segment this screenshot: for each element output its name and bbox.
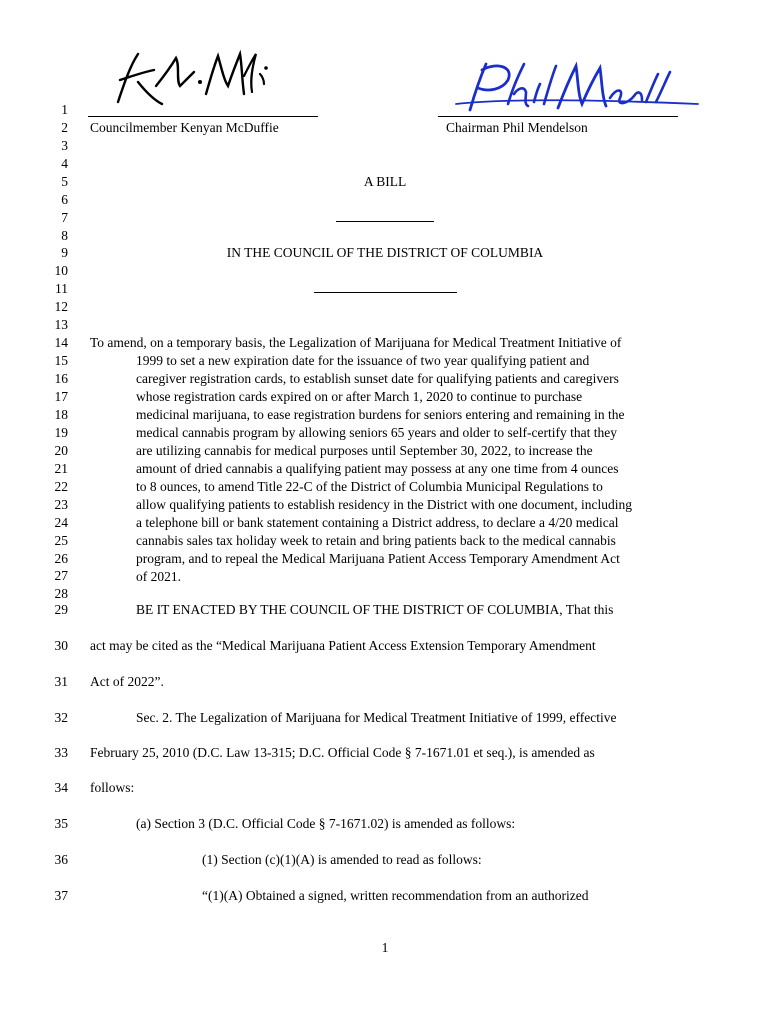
line-number: 8 bbox=[61, 228, 68, 243]
line-number: 11 bbox=[55, 281, 68, 296]
mcduffie-label: Councilmember Kenyan McDuffie bbox=[90, 120, 279, 135]
page-number: 1 bbox=[381, 940, 389, 955]
line-number: 4 bbox=[61, 156, 68, 171]
body-line: act may be cited as the “Medical Marijuana Patient Access Extension Temporary Amendment bbox=[90, 638, 596, 653]
line-number: 27 bbox=[54, 568, 68, 583]
line-number: 29 bbox=[54, 602, 68, 617]
body-line: Act of 2022”. bbox=[90, 674, 164, 689]
body-line: Sec. 2. The Legalization of Marijuana for Medical Treatment Initiative of 1999, effective bbox=[136, 710, 617, 725]
line-number: 24 bbox=[54, 515, 68, 530]
line-number: 1 bbox=[61, 102, 68, 117]
council-heading: IN THE COUNCIL OF THE DISTRICT OF COLUMBIA bbox=[226, 245, 544, 260]
mcduffie-signature-line bbox=[88, 116, 318, 117]
line-number: 22 bbox=[54, 479, 68, 494]
purpose-line: cannabis sales tax holiday week to retain and bring patients back to the medical cannabis bbox=[136, 533, 616, 548]
line-number: 2 bbox=[61, 120, 68, 135]
line-number: 7 bbox=[61, 210, 68, 225]
bill-title: A BILL bbox=[363, 174, 407, 189]
mendelson-signature bbox=[452, 58, 702, 118]
purpose-line: 1999 to set a new expiration date for the issuance of two year qualifying patient and bbox=[136, 353, 590, 368]
purpose-line: To amend, on a temporary basis, the Legalization of Marijuana for Medical Treatment Initiative of bbox=[90, 335, 622, 350]
line-number: 25 bbox=[54, 533, 68, 548]
line-number: 31 bbox=[54, 674, 68, 689]
mendelson-signature-line bbox=[438, 116, 678, 117]
line-number: 37 bbox=[54, 888, 68, 903]
body-line: (a) Section 3 (D.C. Official Code § 7-1671.02) is amended as follows: bbox=[136, 816, 516, 831]
purpose-line: of 2021. bbox=[136, 569, 181, 584]
mcduffie-signature bbox=[110, 46, 275, 112]
line-number: 10 bbox=[54, 263, 68, 278]
purpose-line: amount of dried cannabis a qualifying patient may possess at any one time from 4 ounces bbox=[136, 461, 619, 476]
line-number: 16 bbox=[54, 371, 68, 386]
line-number: 13 bbox=[54, 317, 68, 332]
purpose-line: program, and to repeal the Medical Marijuana Patient Access Temporary Amendment Act bbox=[136, 551, 620, 566]
purpose-line: allow qualifying patients to establish residency in the District with one document, including bbox=[136, 497, 633, 512]
purpose-line: medical cannabis program by allowing seniors 65 years and older to self-certify that they bbox=[136, 425, 617, 440]
line-number: 6 bbox=[61, 192, 68, 207]
mcduffie-signature-drawing bbox=[110, 46, 275, 112]
line-number: 20 bbox=[54, 443, 68, 458]
bill-number-blank bbox=[336, 221, 434, 222]
mendelson-signature-drawing bbox=[452, 58, 702, 118]
body-line: follows: bbox=[90, 780, 135, 795]
date-blank bbox=[314, 292, 457, 293]
line-number: 32 bbox=[54, 710, 68, 725]
line-number: 3 bbox=[61, 138, 68, 153]
line-number: 9 bbox=[61, 245, 68, 260]
purpose-line: medicinal marijuana, to ease registration burdens for seniors entering and remaining in the bbox=[136, 407, 625, 422]
line-number: 23 bbox=[54, 497, 68, 512]
line-number: 19 bbox=[54, 425, 68, 440]
purpose-line: are utilizing cannabis for medical purposes until September 30, 2022, to increase the bbox=[136, 443, 593, 458]
purpose-line: caregiver registration cards, to establish sunset date for qualifying patients and caregivers bbox=[136, 371, 619, 386]
mendelson-label: Chairman Phil Mendelson bbox=[446, 120, 588, 135]
body-line: BE IT ENACTED BY THE COUNCIL OF THE DISTRICT OF COLUMBIA, That this bbox=[136, 602, 614, 617]
line-number: 17 bbox=[54, 389, 68, 404]
line-number: 30 bbox=[54, 638, 68, 653]
line-number: 26 bbox=[54, 551, 68, 566]
body-line: (1) Section (c)(1)(A) is amended to read as follows: bbox=[202, 852, 482, 867]
line-number: 15 bbox=[54, 353, 68, 368]
purpose-line: to 8 ounces, to amend Title 22-C of the District of Columbia Municipal Regulations to bbox=[136, 479, 603, 494]
line-number: 36 bbox=[54, 852, 68, 867]
purpose-line: a telephone bill or bank statement containing a District address, to declare a 4/20 medical bbox=[136, 515, 619, 530]
line-number: 34 bbox=[54, 780, 68, 795]
line-number: 5 bbox=[61, 174, 68, 189]
purpose-line: whose registration cards expired on or after March 1, 2020 to continue to purchase bbox=[136, 389, 583, 404]
line-number: 12 bbox=[54, 299, 68, 314]
line-number: 33 bbox=[54, 745, 68, 760]
body-line: “(1)(A) Obtained a signed, written recommendation from an authorized bbox=[202, 888, 589, 903]
line-number: 14 bbox=[54, 335, 68, 350]
body-line: February 25, 2010 (D.C. Law 13-315; D.C. Official Code § 7-1671.01 et seq.), is amended as bbox=[90, 745, 595, 760]
line-number: 35 bbox=[54, 816, 68, 831]
line-number: 21 bbox=[54, 461, 68, 476]
line-number: 28 bbox=[54, 586, 68, 601]
line-number: 18 bbox=[54, 407, 68, 422]
